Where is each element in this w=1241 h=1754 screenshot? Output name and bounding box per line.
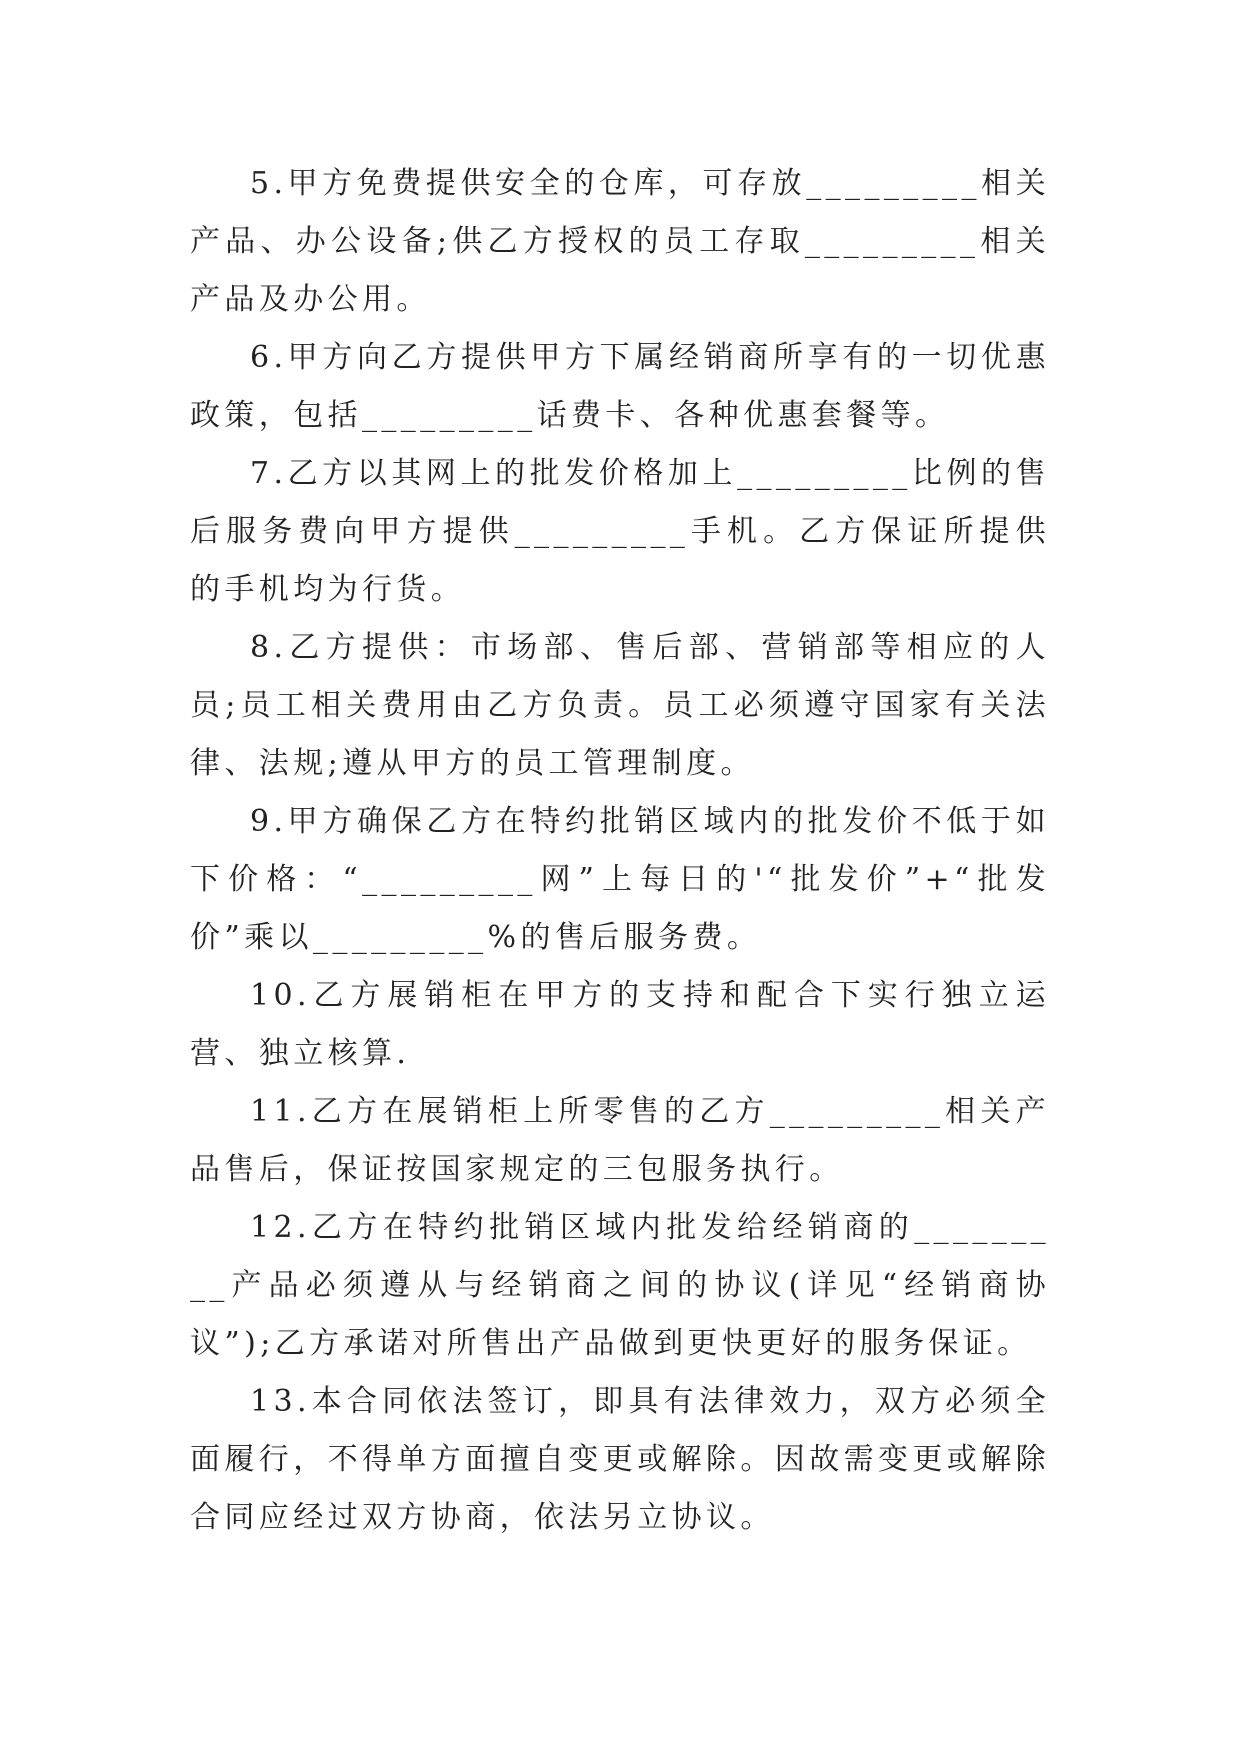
clause-9: 9.甲方确保乙方在特约批销区域内的批发价不低于如下价格：“_________网”上每日的'“批发价”+“批发价”乘以_________%的售后服务费。 <box>190 804 1050 955</box>
clause-5: 5.甲方免费提供安全的仓库，可存放_________相关产品、办公设备;供乙方授权的员工存取_________相关产品及办公用。 <box>190 166 1050 317</box>
clause-12: 12.乙方在特约批销区域内批发给经销商的_________产品必须遵从与经销商之间的协议(详见“经销商协议”);乙方承诺对所售出产品做到更快更好的服务保证。 <box>190 1210 1050 1361</box>
clause-11: 11.乙方在展销柜上所零售的乙方_________相关产品售后，保证按国家规定的三包服务执行。 <box>190 1094 1050 1187</box>
document-body <box>190 155 1050 1547</box>
clause-8: 8.乙方提供：市场部、售后部、营销部等相应的人员;员工相关费用由乙方负责。员工必须遵守国家有关法律、法规;遵从甲方的员工管理制度。 <box>190 630 1050 781</box>
clause-13: 13.本合同依法签订，即具有法律效力，双方必须全面履行，不得单方面擅自变更或解除。因故需变更或解除合同应经过双方协商，依法另立协议。 <box>190 1384 1050 1535</box>
clause-10: 10.乙方展销柜在甲方的支持和配合下实行独立运营、独立核算. <box>190 978 1050 1071</box>
clause-7: 7.乙方以其网上的批发价格加上_________比例的售后服务费向甲方提供_________手机。乙方保证所提供的手机均为行货。 <box>190 456 1050 607</box>
clause-6: 6.甲方向乙方提供甲方下属经销商所享有的一切优惠政策，包括_________话费卡、各种优惠套餐等。 <box>190 340 1050 433</box>
